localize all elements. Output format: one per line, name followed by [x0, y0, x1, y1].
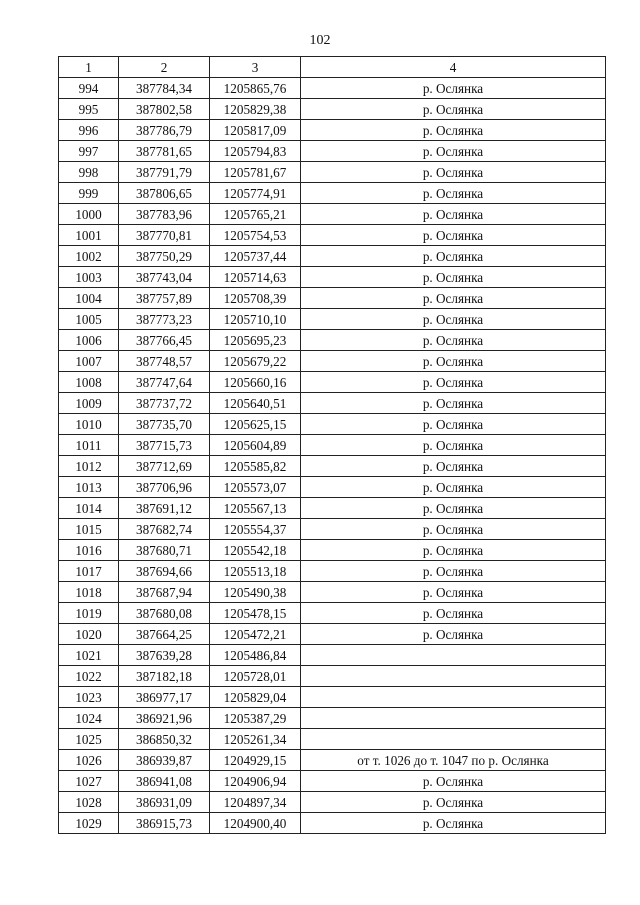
y-coordinate-cell: 1205829,04 [210, 687, 301, 708]
y-coordinate-cell: 1205478,15 [210, 603, 301, 624]
point-number-cell: 1007 [59, 351, 119, 372]
table-row [59, 78, 606, 99]
column-header: 3 [210, 57, 301, 78]
description-cell: р. Ослянка [301, 372, 606, 393]
table-row [59, 561, 606, 582]
point-number-cell: 1012 [59, 456, 119, 477]
y-coordinate-cell: 1205542,18 [210, 540, 301, 561]
x-coordinate-cell: 387747,64 [119, 372, 210, 393]
y-coordinate-cell: 1205573,07 [210, 477, 301, 498]
y-coordinate-cell: 1204929,15 [210, 750, 301, 771]
point-number-cell: 1002 [59, 246, 119, 267]
table-row [59, 603, 606, 624]
table-row [59, 351, 606, 372]
point-number-cell: 1025 [59, 729, 119, 750]
x-coordinate-cell: 387712,69 [119, 456, 210, 477]
table-row [59, 141, 606, 162]
description-cell [301, 645, 606, 666]
description-cell: р. Ослянка [301, 204, 606, 225]
description-cell: р. Ослянка [301, 309, 606, 330]
y-coordinate-cell: 1205710,10 [210, 309, 301, 330]
table-row [59, 729, 606, 750]
description-cell: р. Ослянка [301, 582, 606, 603]
point-number-cell: 1021 [59, 645, 119, 666]
x-coordinate-cell: 386915,73 [119, 813, 210, 834]
point-number-cell: 1023 [59, 687, 119, 708]
point-number-cell: 1014 [59, 498, 119, 519]
y-coordinate-cell: 1205817,09 [210, 120, 301, 141]
table-row [59, 225, 606, 246]
description-cell: р. Ослянка [301, 435, 606, 456]
y-coordinate-cell: 1205660,16 [210, 372, 301, 393]
description-cell: р. Ослянка [301, 288, 606, 309]
description-cell: р. Ослянка [301, 330, 606, 351]
description-cell: р. Ослянка [301, 162, 606, 183]
y-coordinate-cell: 1205261,34 [210, 729, 301, 750]
description-cell: р. Ослянка [301, 246, 606, 267]
table-row [59, 456, 606, 477]
table-row [59, 498, 606, 519]
point-number-cell: 1029 [59, 813, 119, 834]
description-cell: от т. 1026 до т. 1047 по р. Ослянка [301, 750, 606, 771]
point-number-cell: 1001 [59, 225, 119, 246]
point-number-cell: 994 [59, 78, 119, 99]
x-coordinate-cell: 386850,32 [119, 729, 210, 750]
x-coordinate-cell: 387791,79 [119, 162, 210, 183]
description-cell: р. Ослянка [301, 603, 606, 624]
y-coordinate-cell: 1205585,82 [210, 456, 301, 477]
description-cell: р. Ослянка [301, 141, 606, 162]
description-cell: р. Ослянка [301, 792, 606, 813]
description-cell: р. Ослянка [301, 120, 606, 141]
y-coordinate-cell: 1205486,84 [210, 645, 301, 666]
table-row [59, 414, 606, 435]
table-row [59, 246, 606, 267]
y-coordinate-cell: 1205865,76 [210, 78, 301, 99]
x-coordinate-cell: 387748,57 [119, 351, 210, 372]
x-coordinate-cell: 387750,29 [119, 246, 210, 267]
description-cell: р. Ослянка [301, 267, 606, 288]
x-coordinate-cell: 386941,08 [119, 771, 210, 792]
table-row [59, 162, 606, 183]
x-coordinate-cell: 387770,81 [119, 225, 210, 246]
y-coordinate-cell: 1204906,94 [210, 771, 301, 792]
description-cell [301, 687, 606, 708]
x-coordinate-cell: 387766,45 [119, 330, 210, 351]
point-number-cell: 1022 [59, 666, 119, 687]
y-coordinate-cell: 1205708,39 [210, 288, 301, 309]
point-number-cell: 996 [59, 120, 119, 141]
point-number-cell: 1011 [59, 435, 119, 456]
column-header: 1 [59, 57, 119, 78]
y-coordinate-cell: 1205567,13 [210, 498, 301, 519]
point-number-cell: 998 [59, 162, 119, 183]
column-header: 2 [119, 57, 210, 78]
x-coordinate-cell: 387783,96 [119, 204, 210, 225]
y-coordinate-cell: 1205472,21 [210, 624, 301, 645]
table-row [59, 792, 606, 813]
y-coordinate-cell: 1205714,63 [210, 267, 301, 288]
x-coordinate-cell: 387781,65 [119, 141, 210, 162]
table-row [59, 519, 606, 540]
point-number-cell: 1005 [59, 309, 119, 330]
point-number-cell: 1024 [59, 708, 119, 729]
table-row [59, 666, 606, 687]
description-cell: р. Ослянка [301, 540, 606, 561]
page-number: 102 [309, 33, 331, 48]
description-cell: р. Ослянка [301, 351, 606, 372]
y-coordinate-cell: 1204900,40 [210, 813, 301, 834]
table-row [59, 99, 606, 120]
description-cell: р. Ослянка [301, 393, 606, 414]
y-coordinate-cell: 1205765,21 [210, 204, 301, 225]
y-coordinate-cell: 1205695,23 [210, 330, 301, 351]
x-coordinate-cell: 387691,12 [119, 498, 210, 519]
point-number-cell: 1009 [59, 393, 119, 414]
point-number-cell: 1028 [59, 792, 119, 813]
description-cell [301, 729, 606, 750]
table-row [59, 288, 606, 309]
point-number-cell: 997 [59, 141, 119, 162]
y-coordinate-cell: 1205728,01 [210, 666, 301, 687]
y-coordinate-cell: 1205737,44 [210, 246, 301, 267]
table-row [59, 687, 606, 708]
table-row [59, 477, 606, 498]
x-coordinate-cell: 386939,87 [119, 750, 210, 771]
y-coordinate-cell: 1205387,29 [210, 708, 301, 729]
description-cell: р. Ослянка [301, 225, 606, 246]
x-coordinate-cell: 387806,65 [119, 183, 210, 204]
table-row [59, 624, 606, 645]
description-cell: р. Ослянка [301, 624, 606, 645]
point-number-cell: 1016 [59, 540, 119, 561]
description-cell: р. Ослянка [301, 183, 606, 204]
x-coordinate-cell: 387706,96 [119, 477, 210, 498]
x-coordinate-cell: 386931,09 [119, 792, 210, 813]
description-cell: р. Ослянка [301, 456, 606, 477]
y-coordinate-cell: 1205554,37 [210, 519, 301, 540]
point-number-cell: 1015 [59, 519, 119, 540]
description-cell: р. Ослянка [301, 519, 606, 540]
table-row [59, 204, 606, 225]
table-row [59, 393, 606, 414]
x-coordinate-cell: 387682,74 [119, 519, 210, 540]
point-number-cell: 1000 [59, 204, 119, 225]
description-cell: р. Ослянка [301, 78, 606, 99]
x-coordinate-cell: 387182,18 [119, 666, 210, 687]
y-coordinate-cell: 1205754,53 [210, 225, 301, 246]
point-number-cell: 1004 [59, 288, 119, 309]
table-row [59, 309, 606, 330]
y-coordinate-cell: 1205513,18 [210, 561, 301, 582]
point-number-cell: 1008 [59, 372, 119, 393]
y-coordinate-cell: 1205604,89 [210, 435, 301, 456]
description-cell: р. Ослянка [301, 498, 606, 519]
y-coordinate-cell: 1204897,34 [210, 792, 301, 813]
x-coordinate-cell: 387786,79 [119, 120, 210, 141]
x-coordinate-cell: 386921,96 [119, 708, 210, 729]
x-coordinate-cell: 387735,70 [119, 414, 210, 435]
column-header: 4 [301, 57, 606, 78]
point-number-cell: 1020 [59, 624, 119, 645]
x-coordinate-cell: 386977,17 [119, 687, 210, 708]
x-coordinate-cell: 387680,08 [119, 603, 210, 624]
table-row [59, 813, 606, 834]
y-coordinate-cell: 1205781,67 [210, 162, 301, 183]
table-row [59, 330, 606, 351]
y-coordinate-cell: 1205794,83 [210, 141, 301, 162]
point-number-cell: 1017 [59, 561, 119, 582]
point-number-cell: 1003 [59, 267, 119, 288]
point-number-cell: 1026 [59, 750, 119, 771]
y-coordinate-cell: 1205774,91 [210, 183, 301, 204]
table-row [59, 267, 606, 288]
y-coordinate-cell: 1205640,51 [210, 393, 301, 414]
description-cell: р. Ослянка [301, 813, 606, 834]
y-coordinate-cell: 1205490,38 [210, 582, 301, 603]
table-row [59, 582, 606, 603]
point-number-cell: 999 [59, 183, 119, 204]
point-number-cell: 1019 [59, 603, 119, 624]
point-number-cell: 1010 [59, 414, 119, 435]
description-cell: р. Ослянка [301, 414, 606, 435]
description-cell: р. Ослянка [301, 477, 606, 498]
x-coordinate-cell: 387715,73 [119, 435, 210, 456]
x-coordinate-cell: 387664,25 [119, 624, 210, 645]
description-cell: р. Ослянка [301, 771, 606, 792]
x-coordinate-cell: 387737,72 [119, 393, 210, 414]
x-coordinate-cell: 387687,94 [119, 582, 210, 603]
point-number-cell: 995 [59, 99, 119, 120]
table-row [59, 708, 606, 729]
description-cell [301, 708, 606, 729]
table-row [59, 540, 606, 561]
table-row [59, 645, 606, 666]
x-coordinate-cell: 387694,66 [119, 561, 210, 582]
table-header-row [59, 57, 606, 78]
description-cell: р. Ослянка [301, 561, 606, 582]
y-coordinate-cell: 1205679,22 [210, 351, 301, 372]
table-row [59, 771, 606, 792]
x-coordinate-cell: 387680,71 [119, 540, 210, 561]
table-row [59, 183, 606, 204]
point-number-cell: 1018 [59, 582, 119, 603]
x-coordinate-cell: 387784,34 [119, 78, 210, 99]
x-coordinate-cell: 387773,23 [119, 309, 210, 330]
point-number-cell: 1006 [59, 330, 119, 351]
x-coordinate-cell: 387757,89 [119, 288, 210, 309]
table-row [59, 750, 606, 771]
table-row [59, 435, 606, 456]
y-coordinate-cell: 1205625,15 [210, 414, 301, 435]
y-coordinate-cell: 1205829,38 [210, 99, 301, 120]
coordinates-table [58, 56, 606, 834]
point-number-cell: 1027 [59, 771, 119, 792]
point-number-cell: 1013 [59, 477, 119, 498]
x-coordinate-cell: 387743,04 [119, 267, 210, 288]
x-coordinate-cell: 387802,58 [119, 99, 210, 120]
x-coordinate-cell: 387639,28 [119, 645, 210, 666]
description-cell [301, 666, 606, 687]
description-cell: р. Ослянка [301, 99, 606, 120]
table-row [59, 120, 606, 141]
table-row [59, 372, 606, 393]
